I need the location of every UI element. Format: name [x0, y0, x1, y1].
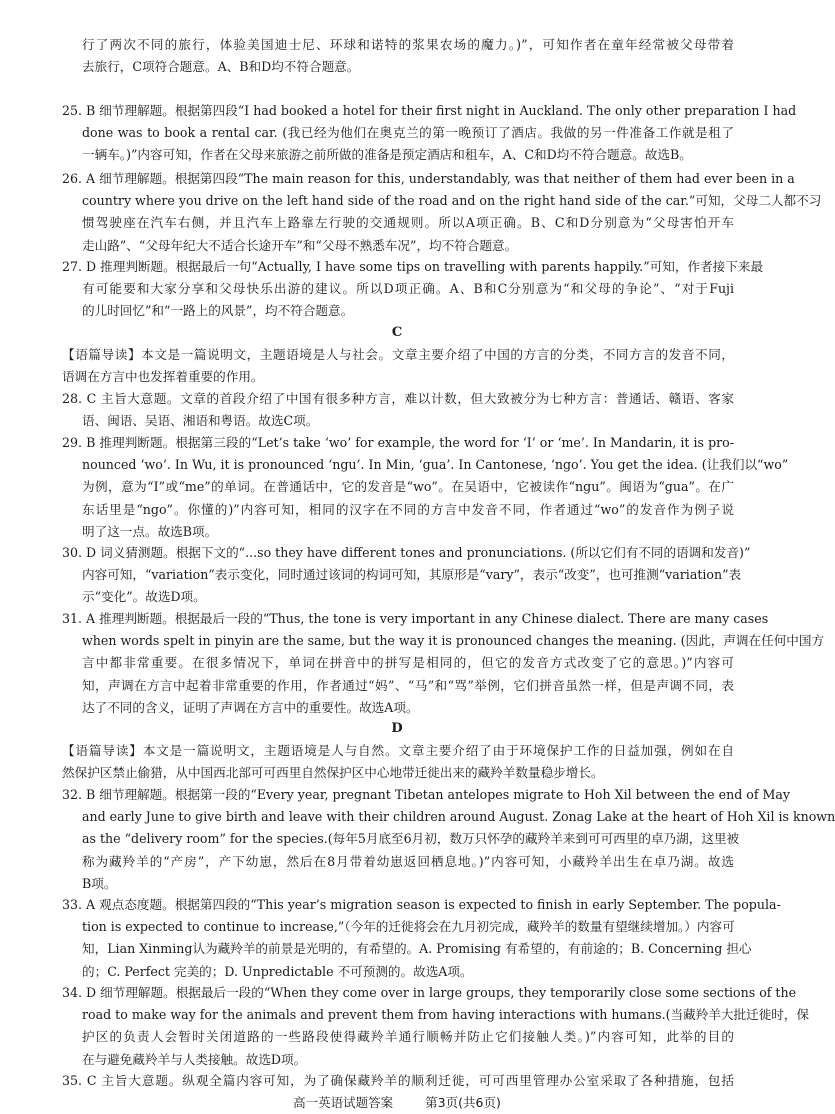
text-line: 行了两次不同的旅行，体验美国迪士尼、环球和诺特的浆果农场的魔力。)”，可知作者在童年经常被父母带着 [82, 37, 734, 52]
text-line: 的儿时回忆”和“一路上的风景”，均不符合题意。 [82, 303, 354, 319]
answer-item-27 [62, 256, 764, 323]
text-line: 34. D 细节理解题。根据最后一段的“When they come over in large groups, they temporarily close some sections of the [62, 985, 797, 1000]
section-c-guide [62, 344, 734, 388]
text-line: 然保护区禁止偷猎，从中国西北部可可西里自然保护区中心地带迁徙出来的藏羚羊数量稳步增长。 [62, 765, 604, 781]
text-line: B项。 [82, 875, 117, 891]
text-line: 28. C 主旨大意题。文章的首段介绍了中国有很多种方言，难以计数，但大致被分为七种方言：普通话、赣语、客家 [62, 391, 734, 406]
text-line: 走山路”、“父母年纪大不适合长途开车”和“父母不熟悉车况”，均不符合题意。 [82, 237, 518, 253]
footer-page-number: 第3页(共6页) [425, 1095, 501, 1110]
text-line: 惯驾驶座在汽车右侧，并且汽车上路靠左行驶的交通规则。所以A项正确。B、C和D分别意为“父母害怕开车 [82, 215, 734, 231]
text-line: 知，声调在方言中起着非常重要的作用，作者通过“妈”、“马”和“骂”举例，它们拼音虽然一样，但是声调不同，表 [82, 677, 734, 693]
text-line: 26. A 细节理解题。根据第四段“The main reason for this, understandably, was that neither of them had ever been in a [62, 171, 795, 186]
text-line: 31. A 推理判断题。根据最后一段的“Thus, the tone is very important in any Chinese dialect. There are many cases [62, 611, 769, 626]
text-line: 示“变化”。故选D项。 [82, 589, 206, 605]
footer-doc-title: 高一英语试题答案 [293, 1095, 394, 1110]
answer-block-24-end [62, 34, 734, 78]
section-heading-c: C [391, 325, 403, 340]
answer-item-33 [62, 894, 781, 983]
text-line: 去旅行，C项符合题意。A、B和D均不符合题意。 [82, 59, 360, 75]
section-heading-d: D [391, 721, 403, 736]
text-line: 语调在方言中也发挥着重要的作用。 [62, 369, 264, 385]
text-line: country where you drive on the left hand side of the road and on the right hand side of the car.”可知，父母二人都不习 [82, 193, 822, 209]
text-line: 30. D 词义猜测题。根据下文的“...so they have different tones and pronunciations. (所以它们有不同的语调和发音)” [62, 545, 751, 560]
answer-item-25 [62, 100, 797, 167]
text-line: nounced ‘wo’. In Wu, it is pronounced ‘ngu’. In Min, ‘gua’. In Cantonese, ‘ngo’. You get the idea. (让我们以“wo” [82, 457, 789, 473]
text-line: 有可能要和大家分享和父母快乐出游的建议。所以D项正确。A、B和C分别意为“和父母的争论”、“对于Fuji [82, 281, 734, 297]
text-line: 【语篇导读】本文是一篇说明文，主题语境是人与社会。文章主要介绍了中国的方言的分类，不同方言的发音不同， [62, 347, 734, 362]
answer-item-28 [62, 388, 734, 432]
text-line: when words spelt in pinyin are the same, but the way it is pronounced changes the meaning. (因此，声调在任何中国方 [82, 633, 825, 649]
text-line: 一辆车。)”内容可知，作者在父母来旅游之前所做的准备是预定酒店和租车，A、C和D均不符合题意。故选B。 [82, 147, 692, 163]
text-line: 27. D 推理判断题。根据最后一句“Actually, I have some tips on travelling with parents happily.”可知，作者接下来最 [62, 259, 764, 274]
text-line: done was to book a rental car. (我已经为他们在奥克兰的第一晚预订了酒店。我做的另一件准备工作就是租了 [82, 125, 734, 141]
text-line: 在与避免藏羚羊与人类接触。故选D项。 [82, 1051, 307, 1067]
text-line: 东话里是“ngo”。你懂的)”内容可知，相同的汉字在不同的方言中发音不同，作者通过“wo”的发音作为例子说 [82, 501, 734, 517]
answer-item-32 [62, 784, 835, 895]
answer-item-30 [62, 542, 751, 609]
text-line: and early June to give birth and leave with their children around August. Zonag Lake at the heart of Hoh Xil is known [82, 809, 835, 825]
text-line: 称为藏羚羊的“产房”，产下幼崽，然后在8月带着幼崽返回栖息地。)”内容可知，小藏羚羊出生在卓乃湖。故选 [82, 853, 734, 869]
section-d-guide [62, 740, 734, 784]
text-line: 知，Lian Xinming认为藏羚羊的前景是光明的，有希望的。A. Promising 有希望的，有前途的；B. Concerning 担心 [82, 941, 752, 957]
answer-item-26 [62, 168, 822, 257]
page-footer [0, 1092, 794, 1114]
answer-item-31 [62, 608, 825, 719]
answer-item-35 [62, 1070, 734, 1092]
text-line: 语、闽语、吴语、湘语和粤语。故选C项。 [82, 413, 319, 429]
answer-item-29 [62, 432, 789, 543]
text-line: road to make way for the animals and prevent them from having interactions with humans.(当藏羚羊大批迁徙时，保 [82, 1007, 810, 1023]
text-line: 达了不同的含义，证明了声调在方言中的重要性。故选A项。 [82, 699, 419, 715]
text-line: 的；C. Perfect 完美的；D. Unpredictable 不可预测的。故选A项。 [82, 963, 473, 979]
text-line: 【语篇导读】本文是一篇说明文，主题语境是人与自然。文章主要介绍了由于环境保护工作的日益加强，例如在自 [62, 743, 734, 758]
answer-item-34 [62, 982, 810, 1071]
text-line: 为例，意为“I”或“me”的单词。在普通话中，它的发音是“wo”。在吴语中，它被读作“ngu”。闽语为“gua”。在广 [82, 479, 734, 495]
text-line: 护区的负责人会暂时关闭道路的一些路段使得藏羚羊通行顺畅并防止它们接触人类。)”内容可知，此举的目的 [82, 1029, 734, 1045]
text-line: 言中都非常重要。在很多情况下，单词在拼音中的拼写是相同的，但它的发音方式改变了它的意思。)”内容可 [82, 655, 734, 671]
text-line: 32. B 细节理解题。根据第一段的“Every year, pregnant Tibetan antelopes migrate to Hoh Xil between the end of May [62, 787, 791, 802]
text-line: 29. B 推理判断题。根据第三段的“Let’s take ‘wo’ for example, the word for ‘I’ or ‘me’. In Mandarin, it is pro- [62, 435, 734, 450]
text-line: 内容可知，“variation”表示变化，同时通过该词的构词可知，其原形是“vary”，表示“改变”，也可推测“variation”表 [82, 567, 742, 583]
text-line: 25. B 细节理解题。根据第四段“I had booked a hotel for their first night in Auckland. The only other preparation I had [62, 103, 797, 118]
text-line: as the “delivery room” for the species.(每年5月底至6月初，数万只怀孕的藏羚羊来到可可西里的卓乃湖，这里被 [82, 831, 740, 847]
text-line: 明了这一点。故选B项。 [82, 523, 218, 539]
text-line: 33. A 观点态度题。根据第四段的“This year’s migration season is expected to finish in early September. The popula- [62, 897, 781, 912]
text-line: tion is expected to continue to increase,”（今年的迁徙将会在九月初完成，藏羚羊的数量有望继续增加。）内容可 [82, 919, 735, 935]
text-line: 35. C 主旨大意题。纵观全篇内容可知，为了确保藏羚羊的顺利迁徙，可可西里管理办公室采取了各种措施，包括 [62, 1073, 734, 1088]
